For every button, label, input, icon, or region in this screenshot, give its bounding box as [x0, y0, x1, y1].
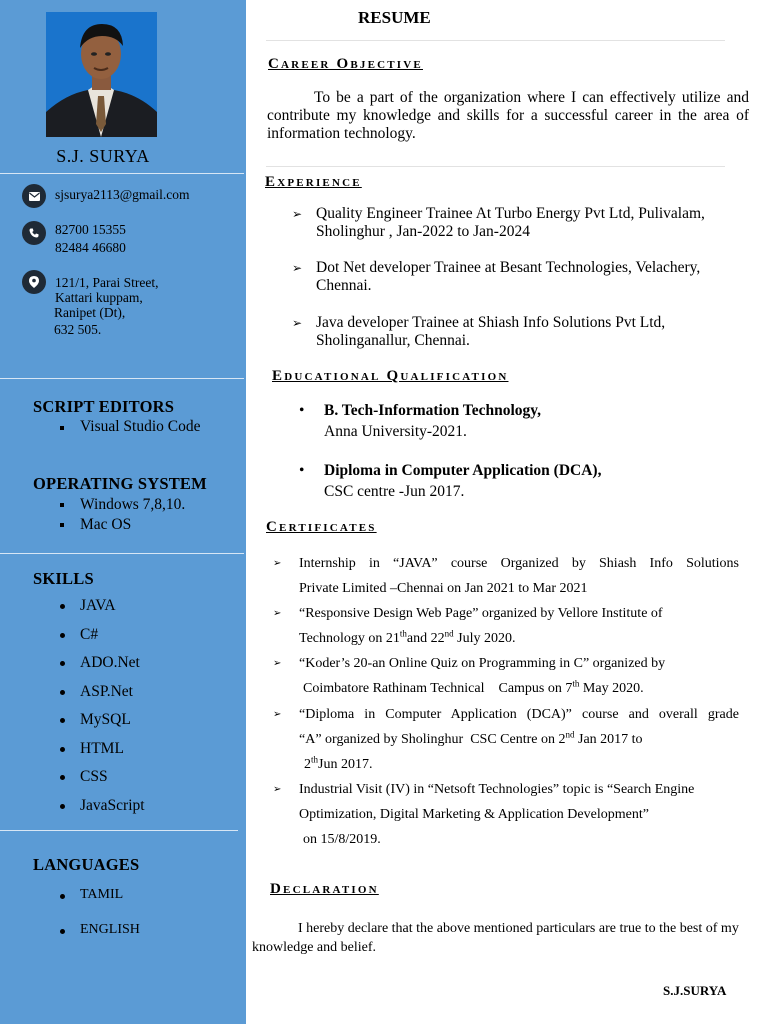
arrow-icon: ➢ [273, 784, 282, 795]
list-item: HTML [57, 740, 145, 769]
divider [0, 830, 238, 831]
list-item: ENGLISH [57, 922, 140, 938]
experience-heading: Experience [265, 174, 362, 190]
arrow-icon: ➢ [273, 608, 282, 619]
certificate-line: “Koder’s 20-an Online Quiz on Programming in C” organized by [299, 656, 666, 671]
education-degree: Diploma in Computer Application (DCA), [324, 462, 602, 479]
script-editors-list [57, 418, 201, 436]
certificate-line: Technology on 21thand 22nd July 2020. [299, 628, 516, 646]
declaration-text: I hereby declare that the above mentioned particulars are true to the best of my knowledge and belief. [252, 921, 739, 955]
list-item: Windows 7,8,10. [57, 495, 185, 515]
education-degree: B. Tech-Information Technology, [324, 402, 542, 419]
sidebar [0, 0, 246, 1024]
declaration-heading: Declaration [270, 881, 379, 897]
education-heading: Educational Qualification [272, 368, 509, 384]
certificate-line: Coimbatore Rathinam Technical Campus on 7th May 2020. [303, 678, 644, 696]
profile-name: S.J. SURYA [56, 146, 150, 166]
skills-heading: SKILLS [33, 569, 94, 588]
arrow-icon: ➢ [273, 558, 282, 569]
experience-text: Quality Engineer Trainee At Turbo Energy Pvt Ltd, Pulivalam, Sholinghur , Jan-2022 to Jan-2024 [316, 205, 705, 240]
email-text[interactable]: sjsurya2113@gmail.com [55, 187, 190, 202]
education-detail: CSC centre -Jun 2017. [324, 483, 465, 500]
list-item: Visual Studio Code [57, 418, 201, 436]
address-line: 632 505. [54, 322, 102, 337]
certificate-line: Optimization, Digital Marketing & Application Development” [299, 807, 649, 822]
address-line: Ranipet (Dt), [54, 305, 126, 320]
divider [266, 40, 725, 41]
phone-icon [22, 221, 46, 245]
list-item: MySQL [57, 711, 145, 740]
phone-number-1: 82700 15355 [55, 222, 126, 237]
list-item: CSS [57, 768, 145, 797]
certificate-line: “Responsive Design Web Page” organized by Vellore Institute of [299, 606, 663, 621]
script-editors-heading: SCRIPT EDITORS [33, 397, 175, 416]
arrow-icon: ➢ [292, 261, 303, 275]
certificate-line: “Diploma in Computer Application (DCA)” course and overall grade [299, 707, 739, 722]
bullet-icon: • [299, 402, 305, 419]
bullet-icon: • [299, 462, 305, 479]
education-item [299, 400, 542, 442]
arrow-icon: ➢ [292, 207, 303, 221]
arrow-icon: ➢ [273, 658, 282, 669]
certificate-line: Internship in “JAVA” course Organized by Shiash Info Solutions [299, 556, 739, 571]
certificate-line: Private Limited –Chennai on Jan 2021 to Mar 2021 [299, 581, 588, 596]
certificate-line: Industrial Visit (IV) in “Netsoft Technologies” topic is “Search Engine [299, 782, 695, 797]
signature-name: S.J.SURYA [663, 983, 727, 998]
list-item: Mac OS [57, 515, 185, 535]
arrow-icon: ➢ [292, 316, 303, 330]
languages-list [57, 887, 140, 938]
list-item: JAVA [57, 597, 145, 626]
email-icon [22, 184, 46, 208]
list-item: JavaScript [57, 797, 145, 826]
experience-text: Dot Net developer Trainee at Besant Technologies, Velachery, Chennai. [316, 259, 701, 294]
arrow-icon: ➢ [273, 709, 282, 720]
list-item: C# [57, 626, 145, 655]
certificate-line: 2thJun 2017. [304, 754, 373, 772]
divider [266, 166, 725, 167]
education-item [299, 460, 602, 502]
career-objective-text: To be a part of the organization where I can effectively utilize and contribute my knowledge and skills for a successful career in the area of information technology. [267, 89, 749, 142]
address-line: 121/1, Parai Street, [55, 275, 159, 290]
certificates-heading: Certificates [266, 519, 377, 535]
languages-heading: LANGUAGES [33, 855, 140, 874]
divider [0, 553, 244, 554]
list-item: TAMIL [57, 887, 140, 922]
skills-list [57, 597, 145, 825]
location-icon [22, 270, 46, 294]
page-title: RESUME [358, 8, 431, 27]
list-item: ASP.Net [57, 683, 145, 712]
operating-system-list [57, 495, 185, 535]
phone-number-2: 82484 46680 [55, 240, 126, 255]
address-line: Kattari kuppam, [55, 290, 143, 305]
operating-system-heading: OPERATING SYSTEM [33, 474, 207, 493]
profile-photo [46, 12, 157, 137]
certificate-line: on 15/8/2019. [303, 832, 381, 847]
experience-text: Java developer Trainee at Shiash Info Solutions Pvt Ltd, Sholinganallur, Chennai. [316, 314, 666, 349]
divider [0, 173, 244, 174]
career-objective-heading: Career Objective [268, 56, 423, 72]
list-item: ADO.Net [57, 654, 145, 683]
certificate-line: “A” organized by Sholinghur CSC Centre on 2nd Jan 2017 to [299, 729, 643, 747]
education-detail: Anna University-2021. [324, 423, 467, 440]
divider [0, 378, 244, 379]
